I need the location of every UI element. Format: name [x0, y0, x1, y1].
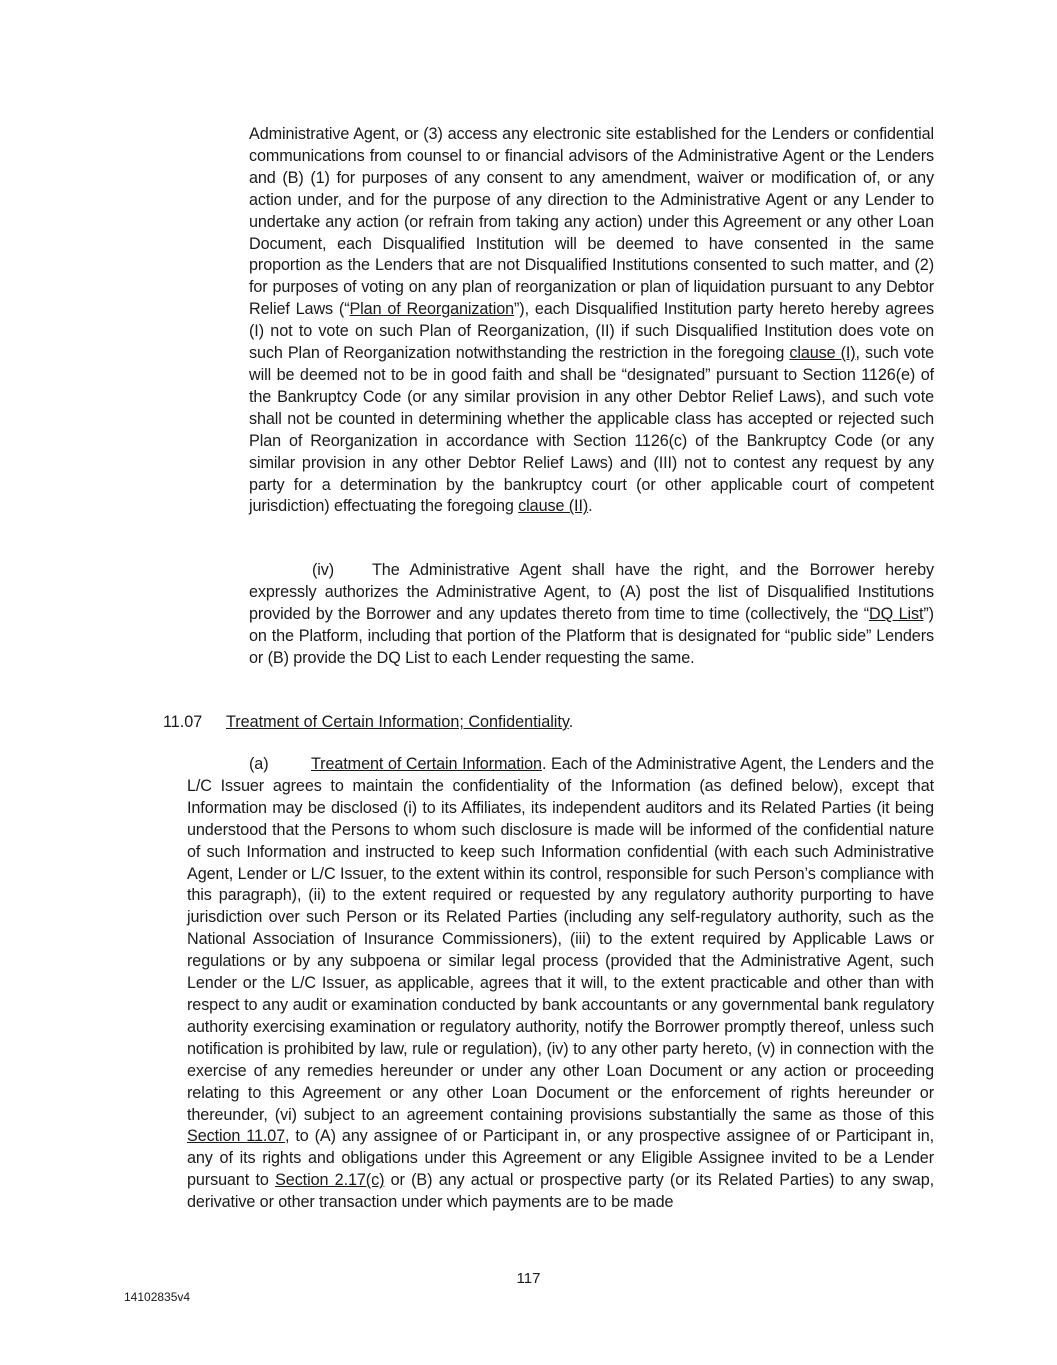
paragraph-text: . [588, 497, 593, 516]
subsection-number: (iv) [312, 561, 335, 579]
paragraph-text: , such vote will be deemed not to be in good faith and shall be “designated” pursuant to Section 1126(e) of the Bankruptcy Code (or any similar provision in any other Debtor Relief Laws), and such vote shall not be counted in determining whether the applicable class has accepted or rejected such Plan of Reorganization in accordance with Section 1126(c) of the Bankruptcy Code (or any similar provision in any other Debtor Relief Laws) and (III) not to contest any request by any party for a determination by the bankruptcy court (or other applicable court of competent jurisdiction) effectuating the foregoing [249, 344, 934, 516]
defined-term-dq-list: DQ List [869, 604, 924, 623]
paragraph-text: ”) on the Platform, including that portion of the Platform that is designated for “public side” Lenders or (B) provide the DQ List to each Lender requesting the same. [249, 604, 934, 667]
paragraph-text: ”), each Disqualified Institution party hereto hereby agrees (I) not to vote on such Plan of Reorganization, (II) if such Disqualified Institution does vote on such Plan of Reorganization notwithstanding the restriction in the foregoing [249, 300, 934, 363]
section-number: 11.07 [163, 713, 203, 731]
paragraph-text: or (B) any actual or prospective party (or its Related Parties) to any swap, derivative or other transaction under which payments are to be made [187, 1171, 934, 1212]
section-reference-11-07: Section 11.07 [187, 1127, 286, 1146]
section-heading [163, 712, 934, 734]
document-id: 14102835v4 [124, 1290, 191, 1304]
paragraph-text: , to (A) any assignee of or Participant in, or any prospective assignee of or Participant in, any of its rights and obligations under this Agreement or any Eligible Assignee invited to be a Lender pursuant to [187, 1127, 934, 1190]
clause-reference-ii: clause (II) [518, 497, 589, 516]
paragraph-treatment-of-information [187, 754, 934, 1214]
paragraph-disqualified-voting [249, 124, 934, 518]
paragraph-dq-list [249, 560, 934, 670]
section-reference-2-17c: Section 2.17(c) [275, 1171, 385, 1190]
paragraph-text: The Administrative Agent shall have the right, and the Borrower hereby expressly authorizes the Administrative Agent, to (A) post the list of Disqualified Institutions provided by the Borrower and any updates thereto from time to time (collectively, the “ [249, 561, 934, 623]
subsection-title: Treatment of Certain Information [311, 755, 542, 773]
subsection-number: (a) [249, 755, 269, 773]
section-title-period: . [568, 713, 574, 731]
paragraph-text: . Each of the Administrative Agent, the Lenders and the L/C Issuer agrees to maintain the confidentiality of the Information (as defined below), except that Information may be disclosed (i) to its Affiliates, its independent auditors and its Related Parties (it being understood that the Persons to whom such disclosure is made will be informed of the confidential nature of such Information and instructed to keep such Information confidential (with each such Administrative Agent, Lender or L/C Issuer, to the extent within its control, responsible for such Person’s compliance with this paragraph), (ii) to the extent required or requested by any regulatory authority purporting to have jurisdiction over such Person or its Related Parties (including any self-regulatory authority, such as the National Association of Insurance Commissioners), (iii) to the extent required by Applicable Laws or regulations or by any subpoena or similar legal process (provided that the Administrative Agent, such Lender or the L/C Issuer, as applicable, agrees that it will, to the extent practicable and other than with respect to any audit or examination conducted by bank accountants or any governmental bank regulatory authority exercising examination or regulatory authority, notify the Borrower promptly thereof, unless such notification is prohibited by law, rule or regulation), (iv) to any other party hereto, (v) in connection with the exercise of any remedies hereunder or under any other Loan Document or any action or proceeding relating to this Agreement or any other Loan Document or the enforcement of rights hereunder or thereunder, (vi) subject to an agreement containing provisions substantially the same as those of this [187, 755, 934, 1124]
clause-reference-i: clause (I) [789, 344, 856, 363]
paragraph-text: Administrative Agent, or (3) access any electronic site established for the Lenders or confidential communications from counsel to or financial advisors of the Administrative Agent or the Lenders and (B) (1) for purposes of any consent to any amendment, waiver or modification of, or any action under, and for the purpose of any direction to the Administrative Agent or any Lender to undertake any action (or refrain from taking any action) under this Agreement or any other Loan Document, each Disqualified Institution will be deemed to have consented in the same proportion as the Lenders that are not Disqualified Institutions consented to such matter, and (2) for purposes of voting on any plan of reorganization or plan of liquidation pursuant to any Debtor Relief Laws (“ [249, 125, 934, 319]
page-number: 117 [516, 1270, 541, 1287]
section-title: Treatment of Certain Information; Confidentiality [226, 713, 569, 731]
defined-term-plan-of-reorganization: Plan of Reorganization [349, 300, 514, 319]
